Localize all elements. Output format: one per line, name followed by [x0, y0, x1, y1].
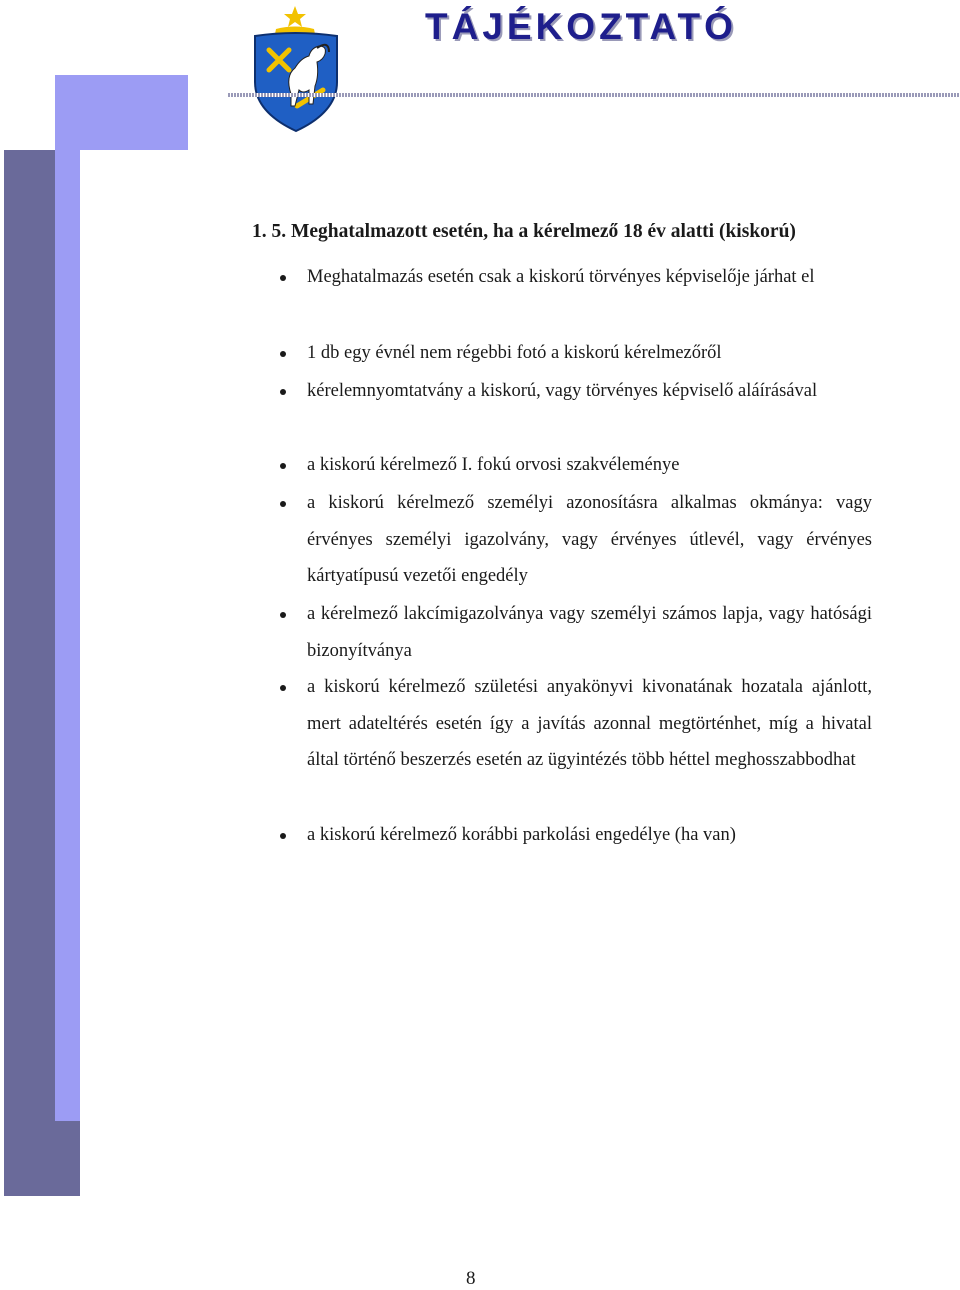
list-item-text: a kiskorú kérelmező születési anyakönyvi kivonatának hozatala ajánlott, mert adateltérés esetén így a javítás azonnal megtörténhet, míg a hivatal által történő beszerzés esetén az ügyintézés több héttel meghosszabbodhat [307, 677, 872, 770]
list-item [307, 596, 872, 669]
list-item [307, 335, 872, 372]
list-item-text: a kérelmező lakcímigazolványa vagy személyi számos lapja, vagy hatósági bizonyítványa [307, 604, 872, 661]
bullet-icon [280, 275, 286, 281]
bullet-icon [280, 351, 286, 357]
page-number: 8 [466, 1268, 476, 1289]
document-title: TÁJÉKOZTATÓ [425, 6, 737, 47]
list-item [307, 447, 872, 484]
list-item [307, 373, 872, 410]
bullet-icon [280, 463, 286, 469]
list-item-text: a kiskorú kérelmező I. fokú orvosi szakvéleménye [307, 455, 680, 475]
coat-of-arms-icon [245, 4, 347, 134]
bullet-icon [280, 833, 286, 839]
list-item-text: 1 db egy évnél nem régebbi fotó a kiskorú kérelmezőről [307, 343, 722, 363]
bullet-icon [280, 685, 286, 691]
list-item [307, 485, 872, 595]
list-item [307, 259, 872, 296]
bullet-icon [280, 389, 286, 395]
title-divider [228, 93, 960, 97]
section-heading: 1. 5. Meghatalmazott esetén, ha a kérelmező 18 év alatti (kiskorú) [252, 221, 796, 242]
star-icon [284, 6, 306, 27]
list-item-text: kérelemnyomtatvány a kiskorú, vagy törvényes képviselő aláírásával [307, 381, 818, 401]
list-item-text: a kiskorú kérelmező személyi azonosításra alkalmas okmánya: vagy érvényes személyi igazolvány, vagy érvényes útlevél, vagy érvényes kártyatípusú vezetői engedély [307, 493, 872, 586]
list-item-text: a kiskorú kérelmező korábbi parkolási engedélye (ha van) [307, 825, 736, 845]
bullet-icon [280, 612, 286, 618]
bullet-icon [280, 501, 286, 507]
list-item-text: Meghatalmazás esetén csak a kiskorú törvényes képviselője járhat el [307, 267, 815, 287]
list-item [307, 817, 872, 854]
list-item [307, 669, 872, 779]
